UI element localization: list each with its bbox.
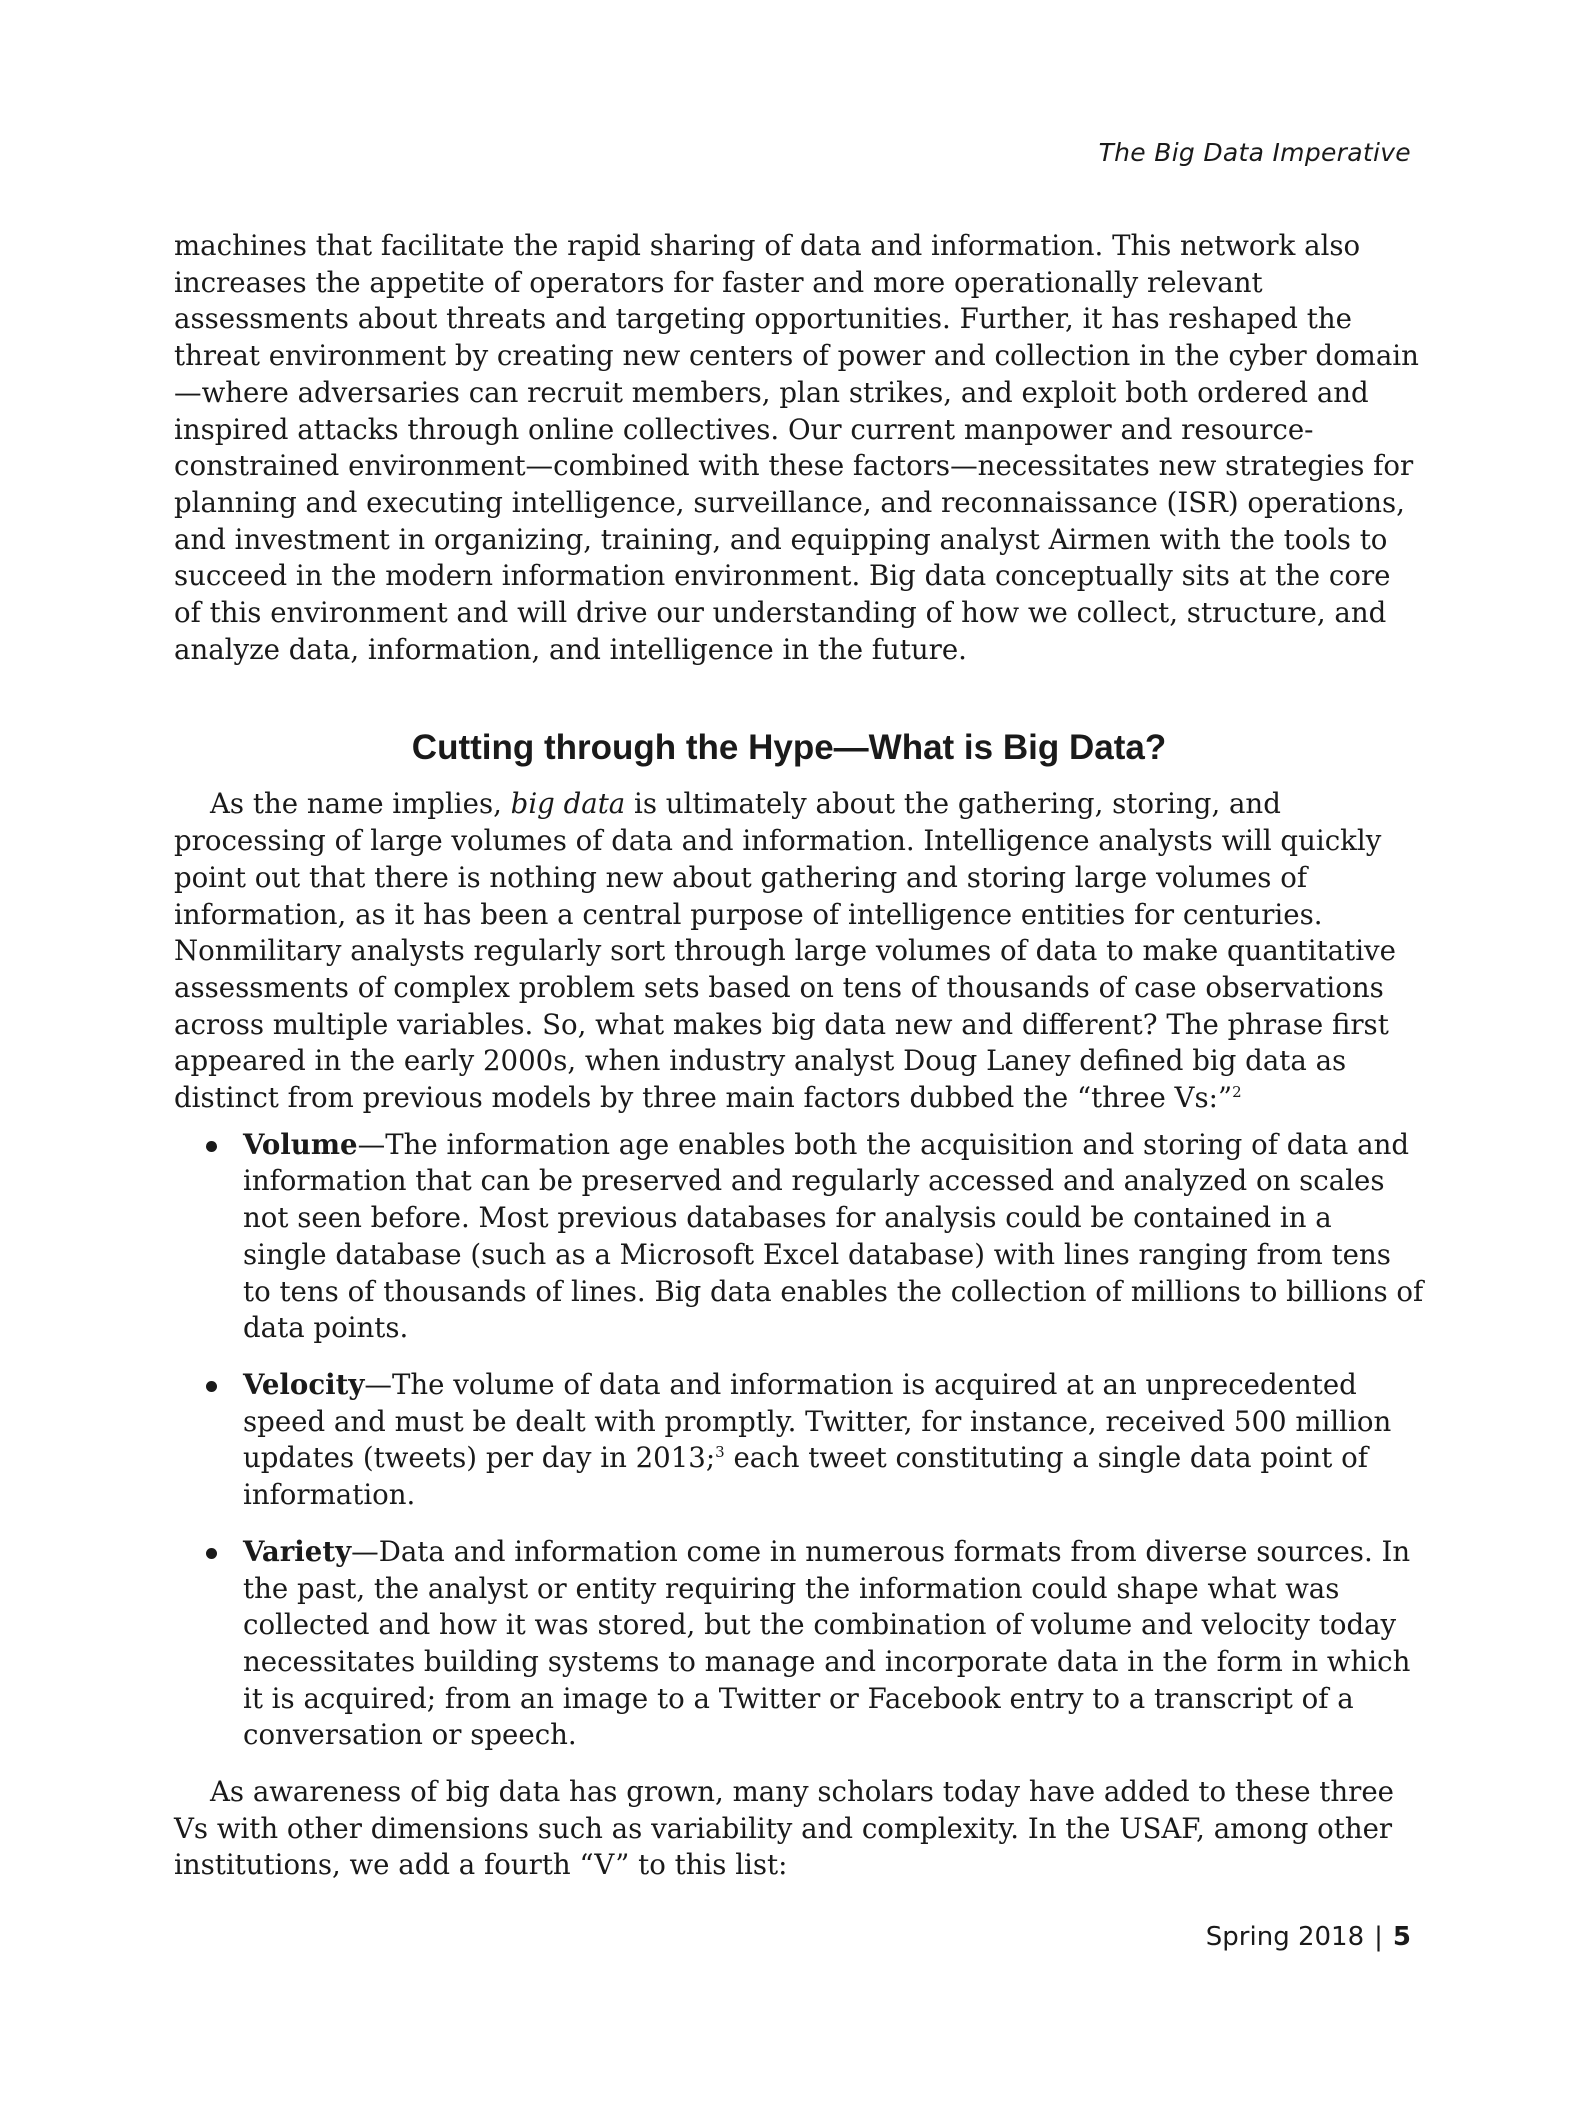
section-paragraph-body: is ultimately about the gathering, storing, and processing of large volumes of data and information. Intelligence analysts will quickly point out that there is nothing new about gathering and storing large volumes of information, as it has been a central purpose of intelligence entities for centuries. Nonmilitary analysts regularly sort through large volumes of data to make quantitative assessments of complex problem sets based on tens of thousands of case observations across multiple variables. So, what makes big data new and different? The phrase first appeared in the early 2000s, when industry analyst Doug Laney defined big data as distinct from previous models by three main factors dubbed the “three Vs:” [174, 787, 1396, 1115]
running-head: The Big Data Imperative [1098, 138, 1411, 167]
list-item-velocity [174, 1367, 1424, 1514]
big-data-term: big data [510, 787, 626, 821]
bullet-icon [206, 1548, 217, 1559]
intro-paragraph: machines that facilitate the rapid sharing of data and information. This network also increases the appetite of operators for faster and more operationally relevant assessments about threats and targeting opportunities. Further, it has reshaped the threat environment by creating new centers of power and collection in the cyber domain—where adversaries can recruit members, plan strikes, and exploit both ordered and inspired attacks through online collectives. Our current manpower and resource-constrained environment—combined with these factors—necessitates new strategies for planning and executing intelligence, surveillance, and reconnaissance (ISR) operations, and investment in organizing, training, and equipping analyst Airmen with the tools to succeed in the modern information environment. Big data conceptually sits at the core of this environment and will drive our understanding of how we collect, structure, and analyze data, information, and intelligence in the future. [174, 229, 1419, 666]
page-number: 5 [1392, 1922, 1411, 1952]
list-item-variety [174, 1534, 1424, 1754]
bullet-icon [206, 1141, 217, 1152]
section-paragraph-lead: As the name implies, [210, 787, 511, 821]
three-vs-list [174, 1127, 1424, 1754]
variety-description: —Data and information come in numerous formats from diverse sources. In the past, the analyst or entity requiring the information could shape what was collected and how it was stored, but the combination of volume and velocity today necessitates building systems to manage and incorporate data in the form in which it is acquired; from an image to a Twitter or Facebook entry to a transcript of a conversation or speech. [243, 1534, 1411, 1752]
section-heading: Cutting through the Hype—What is Big Data? [411, 728, 1167, 768]
footnote-ref-2[interactable]: 2 [1232, 1082, 1242, 1101]
article-body [174, 228, 1424, 1884]
term-volume: Volume [243, 1127, 358, 1161]
list-item-volume [174, 1127, 1424, 1347]
bullet-icon [206, 1381, 217, 1392]
issue-label: Spring 2018 [1205, 1922, 1365, 1952]
section-paragraph [174, 786, 1424, 1116]
term-velocity: Velocity [243, 1367, 365, 1401]
footnote-ref-3[interactable]: 3 [715, 1443, 725, 1462]
velocity-description: —The volume of data and information is acquired at an unprecedented speed and must be dealt with promptly. Twitter, for instance, received 500 million updates (tweets) per day in 2013; [243, 1367, 1392, 1475]
footer-separator: | [1374, 1922, 1383, 1952]
volume-description: —The information age enables both the acquisition and storing of data and information that can be preserved and regularly accessed and analyzed on scales not seen before. Most previous databases for analysis could be contained in a single database (such as a Microsoft Excel database) with lines ranging from tens to tens of thousands of lines. Big data enables the collection of millions to billions of data points. [243, 1127, 1424, 1345]
page-footer [1206, 1922, 1411, 1952]
velocity-description-end: each tweet constituting a single data point of information. [243, 1441, 1368, 1512]
term-variety: Variety [243, 1534, 352, 1568]
closing-paragraph: As awareness of big data has grown, many scholars today have added to these three Vs with other dimensions such as variability and complexity. In the USAF, among other institutions, we add a fourth “V” to this list: [174, 1775, 1395, 1882]
